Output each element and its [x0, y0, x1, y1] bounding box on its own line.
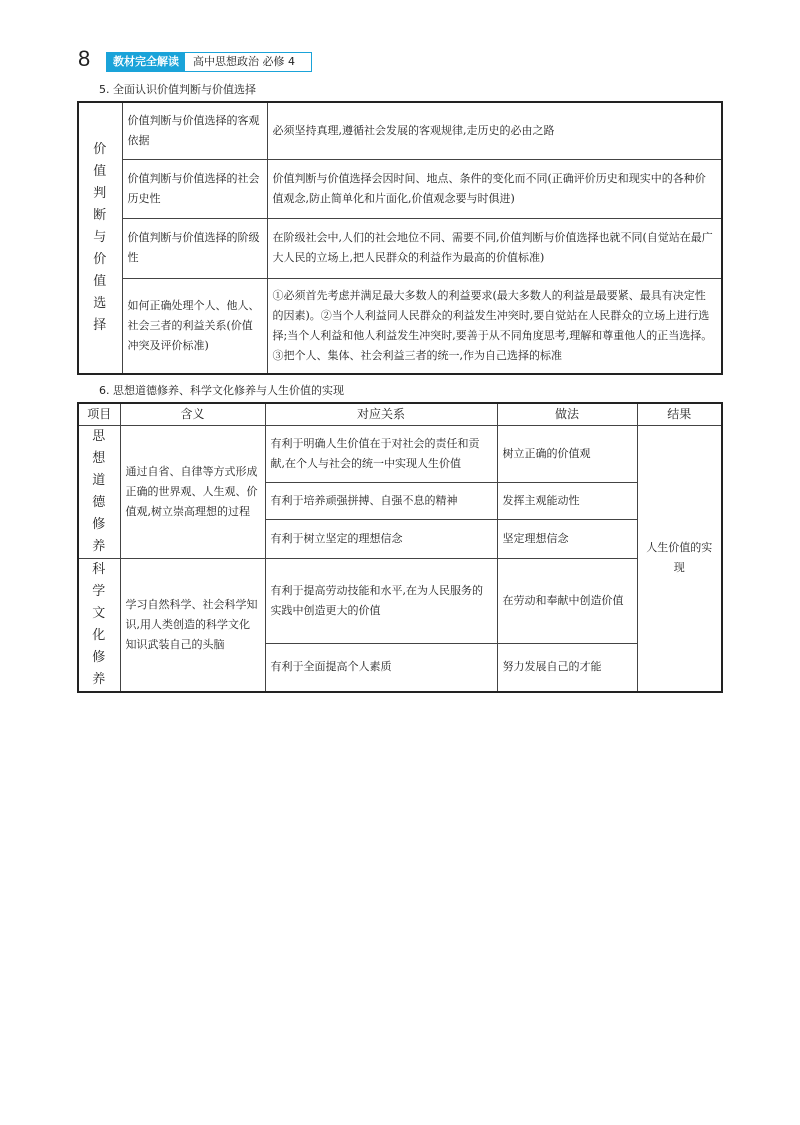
column-header: 含义 [120, 403, 265, 425]
relation-cell: 有利于树立坚定的理想信念 [265, 520, 497, 558]
row-label: 价值判断与价值选择的客观依据 [122, 102, 267, 159]
value-judgment-table [77, 101, 723, 375]
relation-cell: 有利于提高劳动技能和水平,在为人民服务的实践中创造更大的价值 [265, 558, 497, 643]
column-header: 对应关系 [265, 403, 497, 425]
method-cell: 坚定理想信念 [497, 520, 637, 558]
column-header: 做法 [497, 403, 637, 425]
row-label: 价值判断与价值选择的社会历史性 [122, 159, 267, 218]
self-cultivation-table [77, 402, 723, 693]
table-row [78, 218, 722, 278]
row-label: 如何正确处理个人、他人、社会三者的利益关系(价值冲突及评价标准) [122, 278, 267, 374]
item-cell: 科学文化修养 [78, 558, 120, 692]
row-label: 价值判断与价值选择的阶级性 [122, 218, 267, 278]
table-row [78, 558, 722, 643]
header-subject: 高中思想政治 必修 4 [193, 55, 295, 68]
meaning-cell: 学习自然科学、社会科学知识,用人类创造的科学文化知识武装自己的头脑 [120, 558, 265, 692]
method-cell: 在劳动和奉献中创造价值 [497, 558, 637, 643]
table-row [78, 159, 722, 218]
table-row [78, 425, 722, 483]
method-cell: 努力发展自己的才能 [497, 643, 637, 691]
section-5-title: 5. 全面认识价值判断与价值选择 [99, 83, 256, 96]
relation-cell: 有利于培养顽强拼搏、自强不息的精神 [265, 483, 497, 520]
column-header: 项目 [78, 403, 120, 425]
header-row [78, 403, 722, 425]
section-6-title: 6. 思想道德修养、科学文化修养与人生价值的实现 [99, 384, 344, 397]
column-header: 结果 [637, 403, 722, 425]
method-cell: 树立正确的价值观 [497, 425, 637, 483]
row-content: 必须坚持真理,遵循社会发展的客观规律,走历史的必由之路 [267, 102, 722, 159]
table-row [78, 278, 722, 374]
row-content: 在阶级社会中,人们的社会地位不同、需要不同,价值判断与价值选择也就不同(自觉站在最广大人民的立场上,把人民群众的利益作为最高的价值标准) [267, 218, 722, 278]
header-badge: 教材完全解读 [107, 53, 185, 71]
category-cell: 价值判断与价值选择 [78, 102, 122, 374]
item-cell: 思想道德修养 [78, 425, 120, 558]
table-row [78, 102, 722, 159]
row-content: ①必须首先考虑并满足最大多数人的利益要求(最大多数人的利益是最要紧、最具有决定性的因素)。②当个人利益同人民群众的利益发生冲突时,要自觉站在人民群众的立场上进行选择;当个人利益和他人利益发生冲突时,要善于从不同角度思考,理解和尊重他人的正当选择。③把个人、集体、社会利益三者的统一,作为自己选择的标准 [267, 278, 722, 374]
row-content: 价值判断与价值选择会因时间、地点、条件的变化而不同(正确评价历史和现实中的各种价值观念,防止简单化和片面化,价值观念要与时俱进) [267, 159, 722, 218]
relation-cell: 有利于明确人生价值在于对社会的责任和贡献,在个人与社会的统一中实现人生价值 [265, 425, 497, 483]
running-header [106, 52, 312, 72]
page-number: 8 [78, 46, 91, 71]
result-cell: 人生价值的实现 [637, 425, 722, 692]
relation-cell: 有利于全面提高个人素质 [265, 643, 497, 691]
method-cell: 发挥主观能动性 [497, 483, 637, 520]
meaning-cell: 通过自省、自律等方式形成正确的世界观、人生观、价值观,树立崇高理想的过程 [120, 425, 265, 558]
